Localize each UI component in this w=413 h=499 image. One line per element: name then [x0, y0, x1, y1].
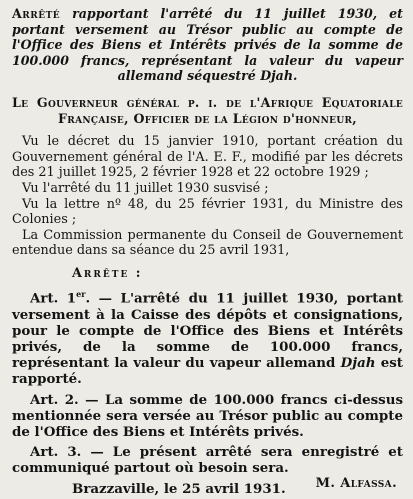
preamble-item: Vu le décret du 15 janvier 1910, portant création du Gouvernement général de l'A. E. F., modifié par les décrets des 21 juillet 1925, 2 février 1928 et 22 octobre 1929 ;	[12, 134, 403, 181]
preamble-item: Vu la lettre nº 48, du 25 février 1931, du Ministre des Colonies ;	[12, 196, 403, 228]
article-1-number: Art. 1	[30, 290, 77, 307]
ship-name: Djah	[340, 355, 376, 372]
arrete-label: Arrête :	[72, 265, 143, 281]
article-3: Art. 3. — Le présent arrêté sera enregistré et communiqué partout où besoin sera.	[12, 444, 403, 477]
preamble	[12, 134, 403, 259]
article-1	[12, 286, 403, 388]
place-date: Brazzaville, le 25 avril 1931.	[72, 480, 286, 497]
article-1-text: . — L'arrêté du 11 juillet 1930, portant versement à la Caisse des dépôts et consignations, pour le compte de l'Office des Biens et Intérêts privés, de la somme de 100.000 francs, représentant la valeur du vapeur allemand	[12, 290, 403, 372]
preamble-item: Vu l'arrêté du 11 juillet 1930 susvisé ;	[22, 180, 269, 196]
article-1-text-end: est rapporté.	[12, 355, 403, 388]
governor-title: Le Gouverneur général p. i. de l'Afrique Equatoriale Française, Officier de la Légion d'honneur,	[12, 94, 403, 126]
decree-title	[12, 6, 403, 84]
signature: M. Alfassa.	[315, 476, 397, 491]
article-1-ordinal: er	[76, 288, 86, 299]
decree-title-lead: Arrêté	[12, 6, 61, 21]
decree-title-text: rapportant l'arrêté du 11 juillet 1930, et portant versement au Trésor public au compte de l'Office des Biens et Intérêts privés de la somme de 100.000 francs, représentant la valeur du vapeur allemand séquestré Djah.	[12, 6, 403, 84]
preamble-item: La Commission permanente du Conseil de Gouvernement entendue dans sa séance du 25 avril 1931,	[12, 227, 403, 259]
article-2: Art. 2. — La somme de 100.000 francs ci-dessus mentionnée sera versée au Trésor public au compte de l'Office des Biens et Intérêts privés.	[12, 391, 403, 440]
